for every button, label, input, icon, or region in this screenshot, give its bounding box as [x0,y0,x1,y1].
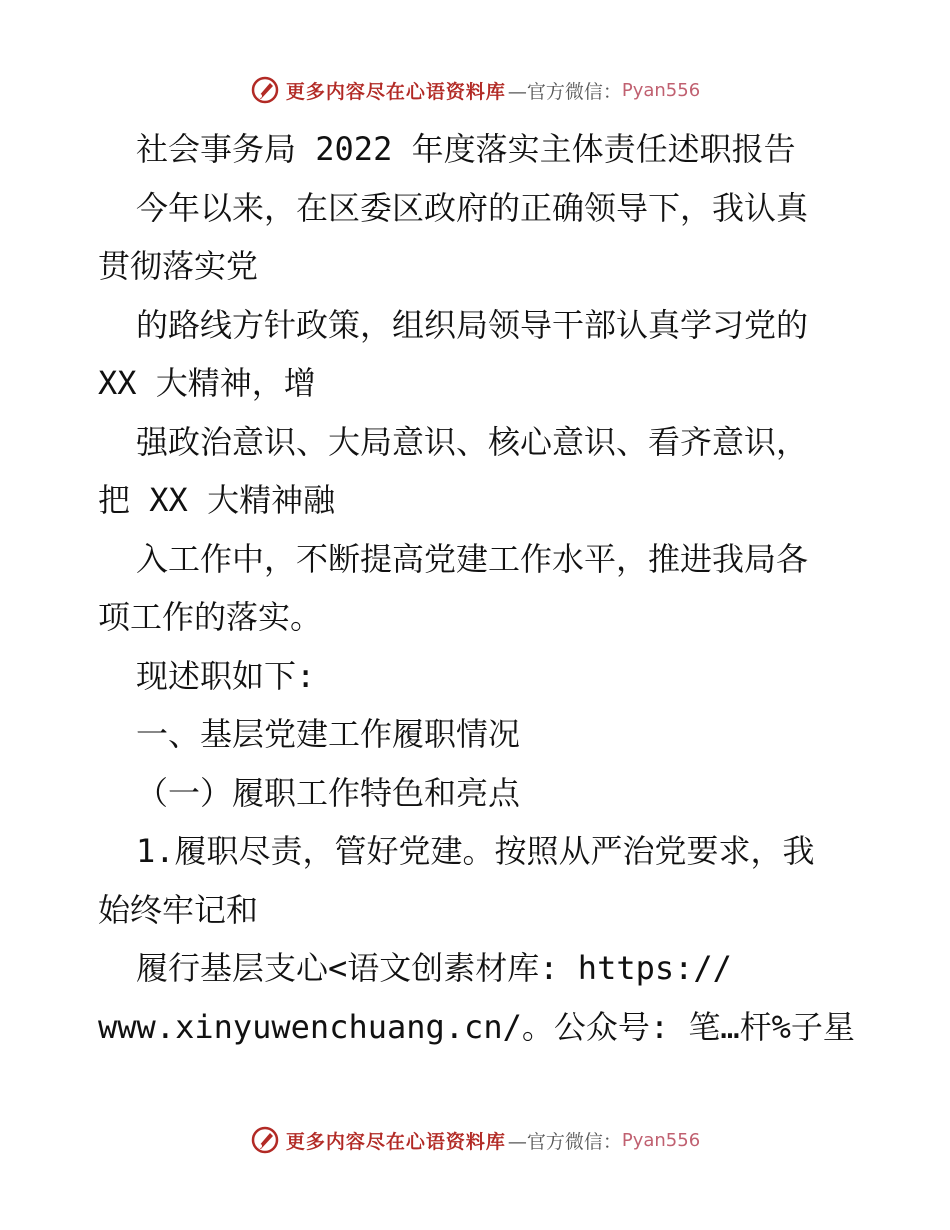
banner-wechat-id: Pyan556 [621,1129,701,1151]
paragraph-line: 项工作的落实。 [98,598,323,636]
banner-wechat-label: —官方微信： [507,1130,622,1153]
banner-brand-text: 更多内容尽在心语资料库 [285,80,506,103]
paragraph-line: 强政治意识、大局意识、核心意识、看齐意识， [136,422,809,461]
banner-wechat-id: Pyan556 [621,79,701,101]
document-body [98,120,858,1056]
paragraph-line: 现述职如下: [136,656,316,695]
banner-wechat-label: —官方微信： [507,80,622,103]
paragraph-line: 贯彻落实党 [98,247,259,285]
pen-logo-icon [250,75,280,105]
banner-brand-text: 更多内容尽在心语资料库 [285,1130,506,1153]
paragraph-line: 1.履职尽责，管好党建。按照从严治党要求，我 [136,832,815,870]
paragraph-line: 的路线方针政策，组织局领导干部认真学习党的 [136,305,809,344]
paragraph-line: 今年以来，在区委区政府的正确领导下，我认真 [136,188,809,227]
pen-logo-icon [250,1125,280,1155]
footer-watermark [0,1120,950,1160]
paragraph-line: 入工作中，不断提高党建工作水平，推进我局各 [136,539,809,578]
paragraph-line: 始终牢记和 [98,890,259,929]
paragraph-line: www.xinyuwenchuang.cn/。公众号: 笔…杆%子星 [98,1007,855,1046]
document-title: 社会事务局 2022 年度落实主体责任述职报告 [136,130,796,168]
paragraph-line: XX 大精神，增 [98,364,316,402]
section-heading: 一、基层党建工作履职情况 [136,715,521,753]
subsection-heading: （一）履职工作特色和亮点 [136,773,521,812]
paragraph-line: 把 XX 大精神融 [98,481,336,519]
header-watermark [0,70,950,110]
paragraph-line: 履行基层支心<语文创素材库: https:// [136,949,732,987]
